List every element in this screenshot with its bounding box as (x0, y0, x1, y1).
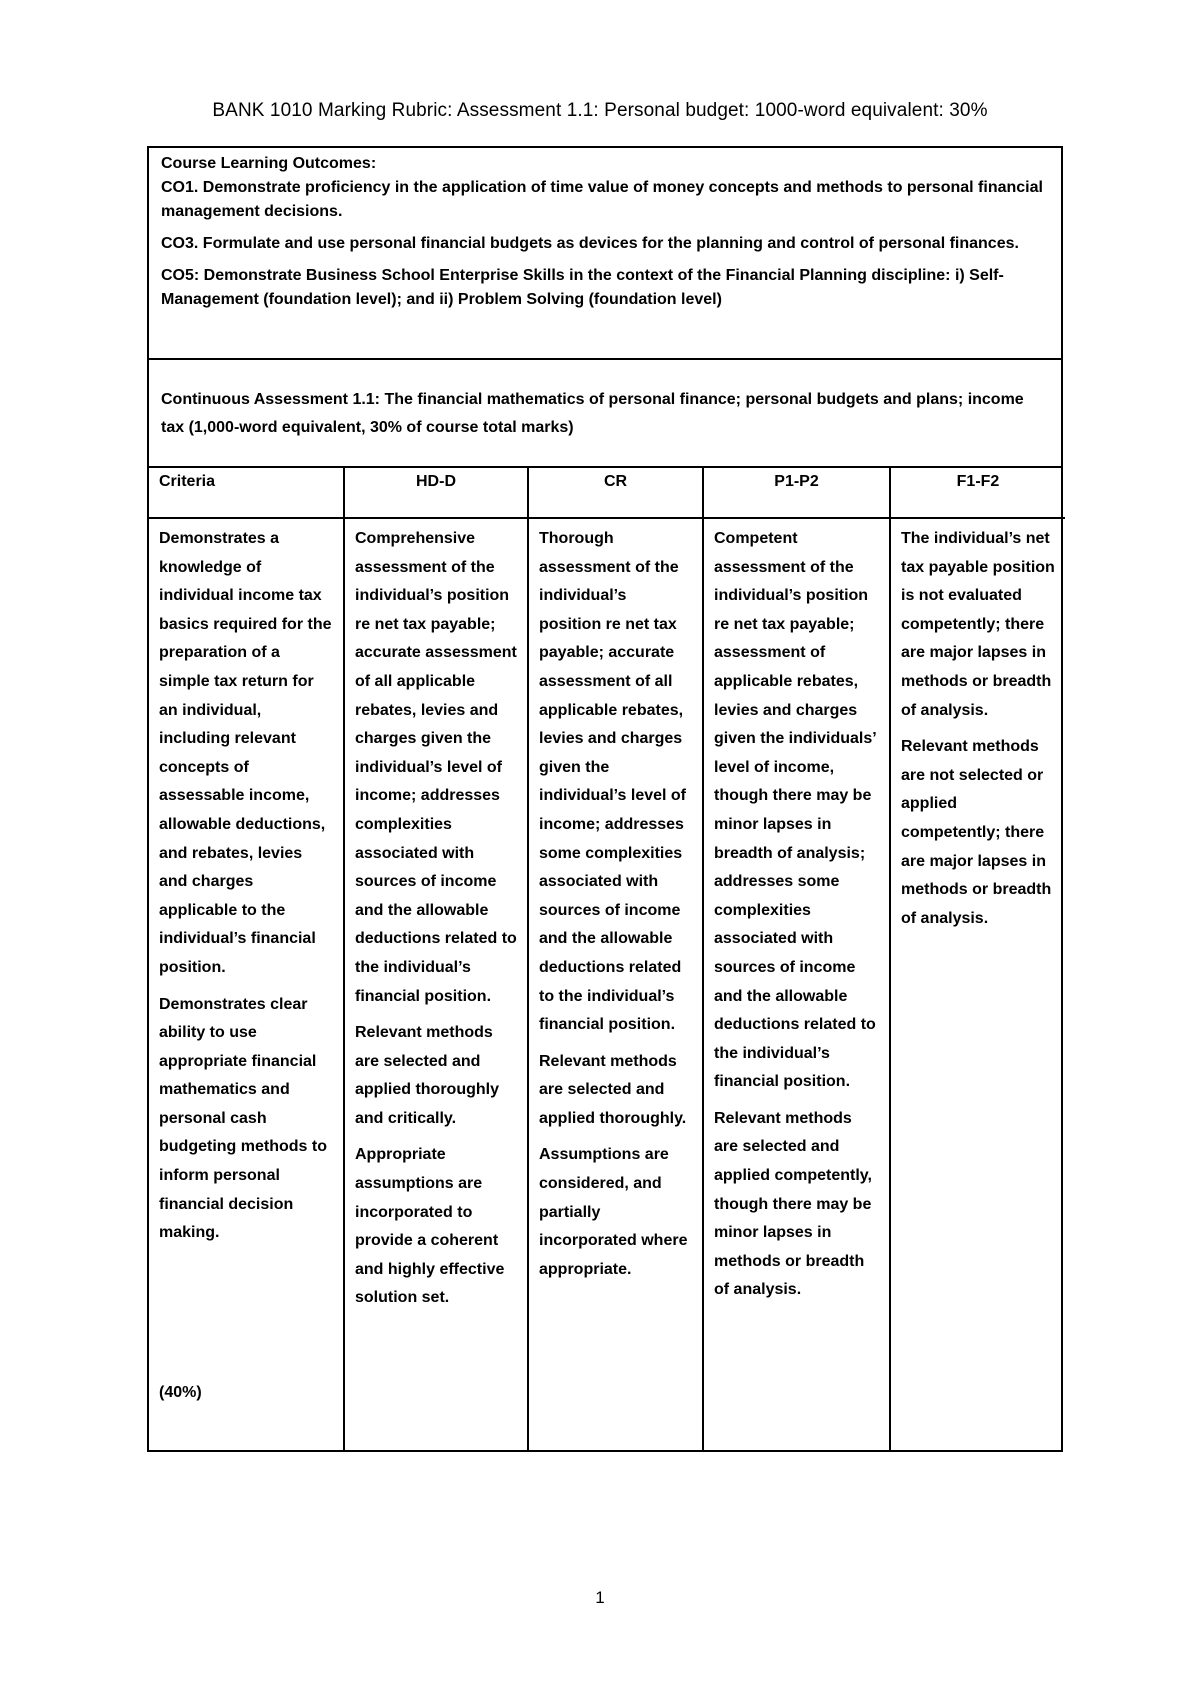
assessment-description (149, 360, 1061, 468)
criteria-grid (149, 468, 1065, 1450)
outcome-co1: CO1. Demonstrate proficiency in the application of time value of money concepts and methods to personal financial management decisions. (161, 179, 1043, 220)
course-learning-outcomes (149, 148, 1061, 360)
rubric-table (147, 146, 1063, 1452)
f1-f2-paragraph: The individual’s net tax payable position is not evaluated competently; there are major lapses in methods or breadth of analysis. (901, 530, 1055, 719)
criteria-cell (149, 518, 344, 1450)
cr-paragraph: Relevant methods are selected and applied thoroughly. (539, 1052, 687, 1127)
criteria-paragraph: Demonstrates clear ability to use appropriate financial mathematics and personal cash budgeting methods to inform personal financial decision making. (159, 995, 327, 1242)
hd-d-paragraph: Relevant methods are selected and applied thoroughly and critically. (355, 1024, 499, 1127)
page-header: BANK 1010 Marking Rubric: Assessment 1.1: Personal budget: 1000-word equivalent: 30% (212, 100, 988, 121)
assessment-label: Continuous Assessment 1.1: (161, 391, 381, 408)
column-header-criteria: Criteria (149, 468, 344, 518)
hd-d-cell (344, 518, 528, 1450)
cr-paragraph: Thorough assessment of the individual’s position re net tax payable; accurate assessment of all applicable rebates, levies and charges given the individual’s level of income; addresses some complexities associated with sources of income and the allowable deductions related to the individual’s financial position. (539, 530, 686, 1034)
hd-d-paragraph: Appropriate assumptions are incorporated to provide a coherent and highly effective solution set. (355, 1146, 505, 1307)
table-row (149, 518, 1065, 1450)
f1-f2-cell (890, 518, 1065, 1450)
cr-paragraph: Assumptions are considered, and partially incorporated where appropriate. (539, 1146, 688, 1278)
assessment-text: The financial mathematics of personal finance; personal budgets and plans; income tax (1,000-word equivalent, 30% of course total marks) (161, 391, 1024, 436)
cr-cell (528, 518, 703, 1450)
p1-p2-paragraph: Competent assessment of the individual’s position re net tax payable; assessment of applicable rebates, levies and charges given the individuals’ level of income, though there may be minor lapses in breadth of analysis; addresses some complexities associated with sources of income and the allowable deductions related to the individual’s financial position. (714, 530, 876, 1091)
criteria-paragraph: Demonstrates a knowledge of individual income tax basics required for the preparation of a simple tax return for an individual, including relevant concepts of assessable income, allowable deductions, and rebates, levies and charges applicable to the individual’s financial position. (159, 530, 332, 976)
column-header-cr: CR (528, 468, 703, 518)
outcome-co3: CO3. Formulate and use personal financial budgets as devices for the planning and control of personal finances. (161, 235, 1019, 252)
page-number: 1 (595, 1588, 605, 1607)
outcomes-title: Course Learning Outcomes: (161, 155, 377, 172)
grid-header-row (149, 468, 1065, 518)
hd-d-paragraph: Comprehensive assessment of the individual’s position re net tax payable; accurate assessment of all applicable rebates, levies and charges given the individual’s level of income; addresses complexities associated with sources of income and the allowable deductions related to the individual’s financial position. (355, 530, 517, 1005)
column-header-hd-d: HD-D (344, 468, 528, 518)
p1-p2-paragraph: Relevant methods are selected and applied competently, though there may be minor lapses in methods or breadth of analysis. (714, 1109, 872, 1299)
outcome-co5: CO5: Demonstrate Business School Enterprise Skills in the context of the Financial Planning discipline: i) Self-Management (foundation level); and ii) Problem Solving (foundation level) (161, 267, 1004, 308)
f1-f2-paragraph: Relevant methods are not selected or applied competently; there are major lapses in methods or breadth of analysis. (901, 738, 1052, 927)
column-header-p1-p2: P1-P2 (703, 468, 890, 518)
criteria-weight: (40%) (159, 1384, 202, 1401)
p1-p2-cell (703, 518, 890, 1450)
column-header-f1-f2: F1-F2 (890, 468, 1065, 518)
